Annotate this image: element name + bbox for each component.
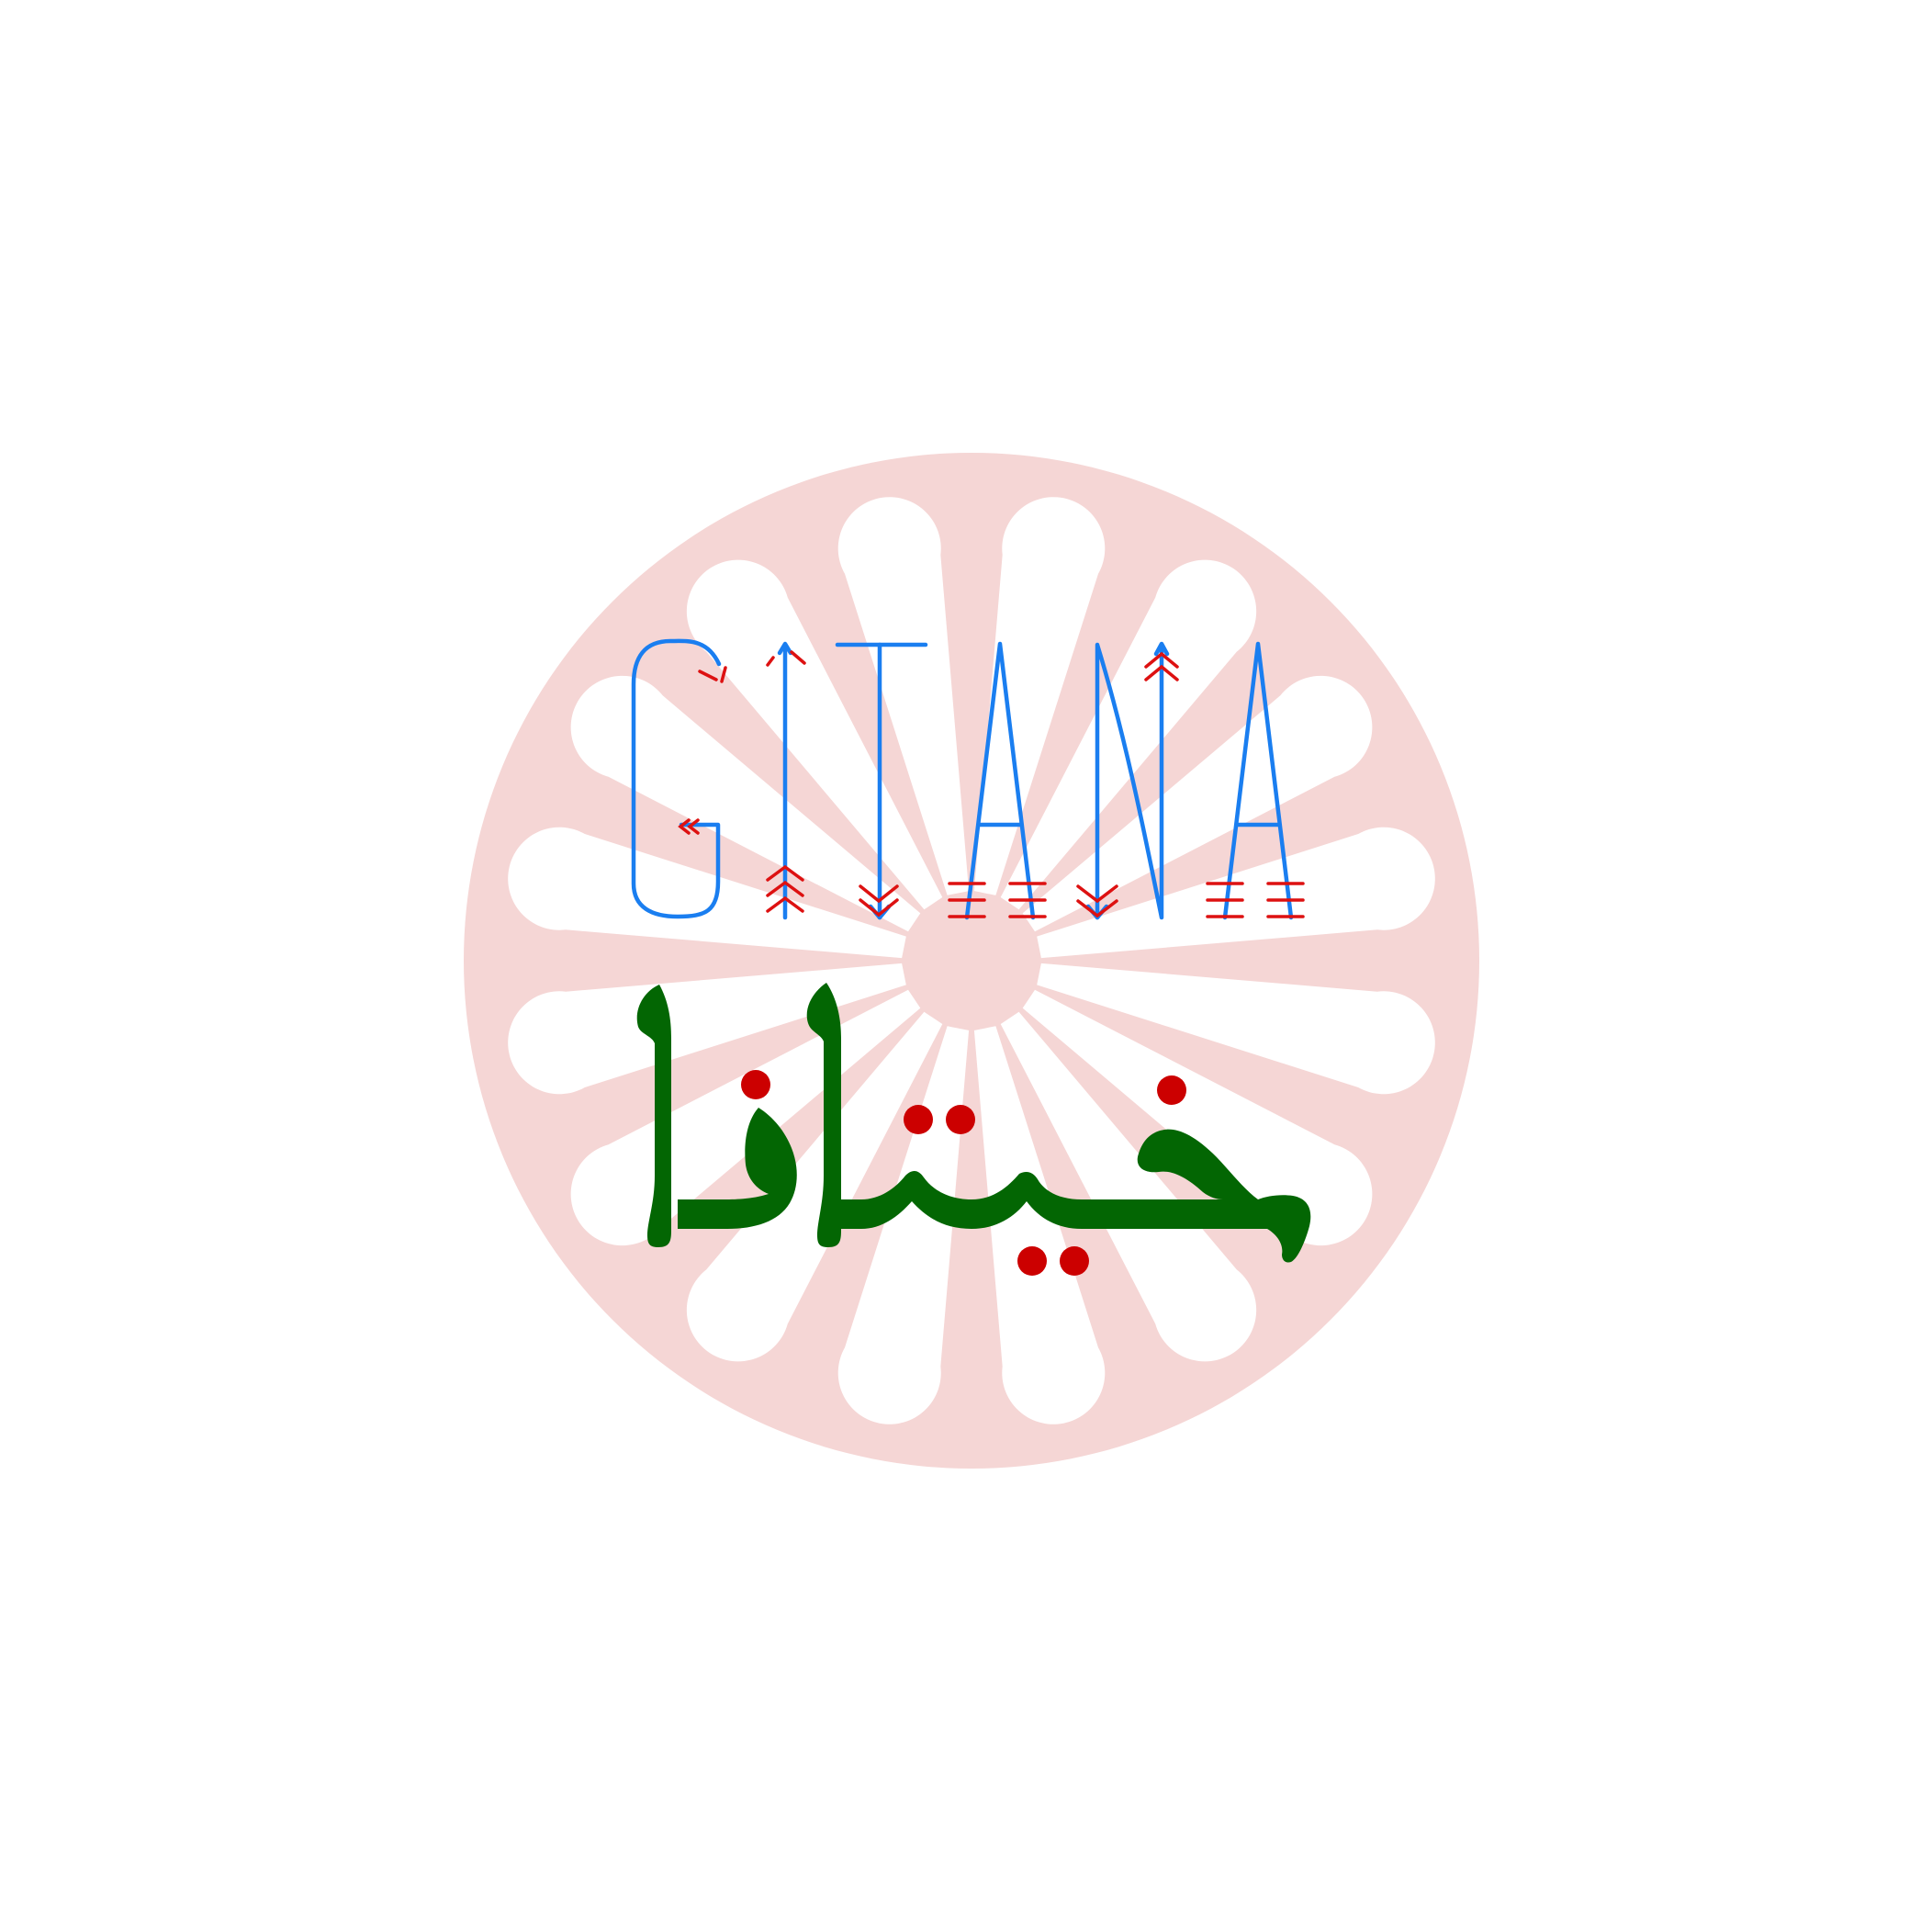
arabic-dot	[1157, 1075, 1186, 1105]
arabic-dot	[1060, 1246, 1089, 1276]
arabic-dot	[946, 1105, 975, 1134]
arabic-dot	[904, 1105, 933, 1134]
arabic-dot	[741, 1070, 770, 1099]
wheel-disc	[464, 453, 1479, 1469]
arabic-dot	[1017, 1246, 1047, 1276]
